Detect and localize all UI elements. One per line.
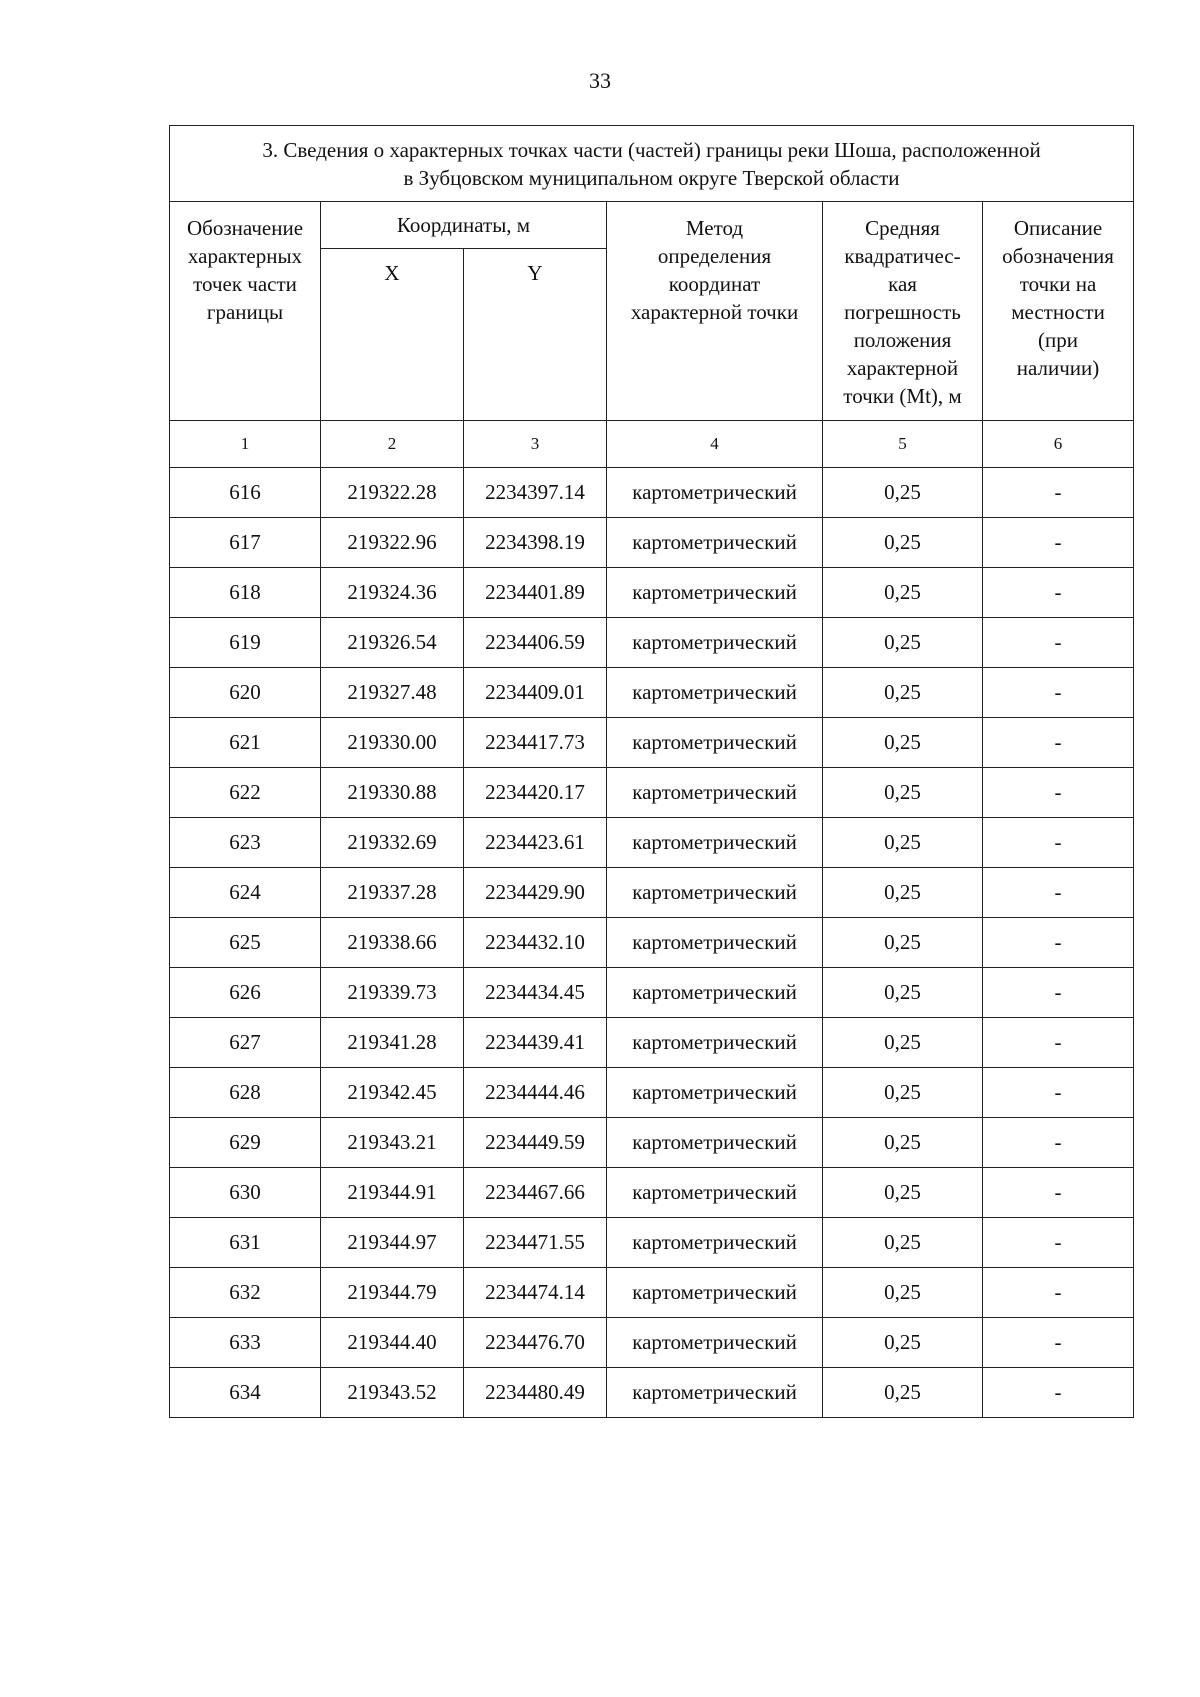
point-id-cell: 620 bbox=[170, 668, 321, 718]
y-coordinate-cell: 2234432.10 bbox=[464, 918, 607, 968]
table-row bbox=[170, 918, 1134, 968]
header-text: точки (Mt), м bbox=[843, 384, 962, 408]
method-cell: картометрический bbox=[607, 1068, 823, 1118]
table-row bbox=[170, 718, 1134, 768]
header-y: Y bbox=[464, 249, 607, 421]
method-cell: картометрический bbox=[607, 1318, 823, 1368]
error-cell: 0,25 bbox=[823, 768, 983, 818]
error-cell: 0,25 bbox=[823, 1218, 983, 1268]
header-text: обозначения bbox=[1002, 244, 1114, 268]
method-cell: картометрический bbox=[607, 1168, 823, 1218]
method-cell: картометрический bbox=[607, 668, 823, 718]
point-id-cell: 624 bbox=[170, 868, 321, 918]
error-cell: 0,25 bbox=[823, 868, 983, 918]
column-number: 2 bbox=[321, 421, 464, 468]
column-number: 6 bbox=[983, 421, 1134, 468]
description-cell: - bbox=[983, 768, 1134, 818]
point-id-cell: 617 bbox=[170, 518, 321, 568]
description-cell: - bbox=[983, 1018, 1134, 1068]
table-row bbox=[170, 1168, 1134, 1218]
method-cell: картометрический bbox=[607, 1268, 823, 1318]
table-row bbox=[170, 968, 1134, 1018]
error-cell: 0,25 bbox=[823, 1068, 983, 1118]
x-coordinate-cell: 219341.28 bbox=[321, 1018, 464, 1068]
x-coordinate-cell: 219339.73 bbox=[321, 968, 464, 1018]
x-coordinate-cell: 219343.52 bbox=[321, 1368, 464, 1418]
error-cell: 0,25 bbox=[823, 968, 983, 1018]
method-cell: картометрический bbox=[607, 1368, 823, 1418]
point-id-cell: 631 bbox=[170, 1218, 321, 1268]
y-coordinate-cell: 2234444.46 bbox=[464, 1068, 607, 1118]
y-coordinate-cell: 2234449.59 bbox=[464, 1118, 607, 1168]
error-cell: 0,25 bbox=[823, 568, 983, 618]
y-coordinate-cell: 2234420.17 bbox=[464, 768, 607, 818]
table-row bbox=[170, 868, 1134, 918]
header-description bbox=[983, 202, 1134, 421]
header-text: определения bbox=[657, 244, 772, 268]
method-cell: картометрический bbox=[607, 868, 823, 918]
header-coordinates: Координаты, м bbox=[321, 202, 607, 249]
description-cell: - bbox=[983, 718, 1134, 768]
table-row bbox=[170, 1068, 1134, 1118]
table-row bbox=[170, 1268, 1134, 1318]
description-cell: - bbox=[983, 1068, 1134, 1118]
page-number: 33 bbox=[589, 68, 611, 93]
description-cell: - bbox=[983, 1168, 1134, 1218]
point-id-cell: 628 bbox=[170, 1068, 321, 1118]
column-number: 4 bbox=[607, 421, 823, 468]
description-cell: - bbox=[983, 1118, 1134, 1168]
header-row-1 bbox=[170, 202, 1134, 249]
description-cell: - bbox=[983, 818, 1134, 868]
description-cell: - bbox=[983, 1318, 1134, 1368]
table-row bbox=[170, 1368, 1134, 1418]
y-coordinate-cell: 2234471.55 bbox=[464, 1218, 607, 1268]
description-cell: - bbox=[983, 568, 1134, 618]
x-coordinate-cell: 219338.66 bbox=[321, 918, 464, 968]
error-cell: 0,25 bbox=[823, 718, 983, 768]
y-coordinate-cell: 2234467.66 bbox=[464, 1168, 607, 1218]
table-title bbox=[170, 126, 1134, 202]
column-numbers-row bbox=[170, 421, 1134, 468]
description-cell: - bbox=[983, 668, 1134, 718]
method-cell: картометрический bbox=[607, 818, 823, 868]
table-row bbox=[170, 568, 1134, 618]
y-coordinate-cell: 2234401.89 bbox=[464, 568, 607, 618]
header-text: характерной bbox=[846, 356, 959, 380]
table-title-row bbox=[170, 126, 1134, 202]
x-coordinate-cell: 219344.79 bbox=[321, 1268, 464, 1318]
header-text: Обозначение bbox=[186, 216, 304, 240]
description-cell: - bbox=[983, 1368, 1134, 1418]
header-text: погрешность bbox=[844, 300, 961, 324]
error-cell: 0,25 bbox=[823, 668, 983, 718]
header-text: координат bbox=[668, 272, 761, 296]
point-id-cell: 625 bbox=[170, 918, 321, 968]
point-id-cell: 633 bbox=[170, 1318, 321, 1368]
table-title-line-1: 3. Сведения о характерных точках части (частей) границы реки Шоша, расположенной bbox=[262, 137, 1041, 162]
description-cell: - bbox=[983, 1268, 1134, 1318]
x-coordinate-cell: 219344.97 bbox=[321, 1218, 464, 1268]
y-coordinate-cell: 2234434.45 bbox=[464, 968, 607, 1018]
x-coordinate-cell: 219324.36 bbox=[321, 568, 464, 618]
column-number: 3 bbox=[464, 421, 607, 468]
point-id-cell: 627 bbox=[170, 1018, 321, 1068]
error-cell: 0,25 bbox=[823, 618, 983, 668]
point-id-cell: 634 bbox=[170, 1368, 321, 1418]
y-coordinate-cell: 2234397.14 bbox=[464, 468, 607, 518]
header-text: точки на bbox=[1019, 272, 1097, 296]
description-cell: - bbox=[983, 618, 1134, 668]
header-mean-square-error bbox=[823, 202, 983, 421]
header-x: X bbox=[321, 249, 464, 421]
method-cell: картометрический bbox=[607, 468, 823, 518]
error-cell: 0,25 bbox=[823, 1268, 983, 1318]
y-coordinate-cell: 2234406.59 bbox=[464, 618, 607, 668]
point-id-cell: 618 bbox=[170, 568, 321, 618]
x-coordinate-cell: 219322.96 bbox=[321, 518, 464, 568]
header-text: Описание bbox=[1013, 216, 1103, 240]
method-cell: картометрический bbox=[607, 968, 823, 1018]
header-text: Средняя bbox=[865, 216, 940, 240]
column-number: 1 bbox=[170, 421, 321, 468]
table-row bbox=[170, 818, 1134, 868]
table-row bbox=[170, 1318, 1134, 1368]
y-coordinate-cell: 2234409.01 bbox=[464, 668, 607, 718]
header-text: точек части bbox=[193, 272, 297, 296]
header-text: Метод bbox=[685, 216, 744, 240]
error-cell: 0,25 bbox=[823, 1118, 983, 1168]
x-coordinate-cell: 219337.28 bbox=[321, 868, 464, 918]
point-id-cell: 626 bbox=[170, 968, 321, 1018]
error-cell: 0,25 bbox=[823, 1018, 983, 1068]
description-cell: - bbox=[983, 468, 1134, 518]
y-coordinate-cell: 2234429.90 bbox=[464, 868, 607, 918]
header-text: положения bbox=[853, 328, 952, 352]
header-method bbox=[607, 202, 823, 421]
point-id-cell: 621 bbox=[170, 718, 321, 768]
boundary-points-table bbox=[169, 125, 1134, 1418]
point-id-cell: 623 bbox=[170, 818, 321, 868]
header-text: характерной точки bbox=[630, 300, 799, 324]
point-id-cell: 622 bbox=[170, 768, 321, 818]
table-row bbox=[170, 668, 1134, 718]
x-coordinate-cell: 219344.40 bbox=[321, 1318, 464, 1368]
table-row bbox=[170, 768, 1134, 818]
table-row bbox=[170, 1018, 1134, 1068]
x-coordinate-cell: 219344.91 bbox=[321, 1168, 464, 1218]
table-row bbox=[170, 618, 1134, 668]
x-coordinate-cell: 219330.88 bbox=[321, 768, 464, 818]
y-coordinate-cell: 2234417.73 bbox=[464, 718, 607, 768]
y-coordinate-cell: 2234476.70 bbox=[464, 1318, 607, 1368]
x-coordinate-cell: 219327.48 bbox=[321, 668, 464, 718]
column-number: 5 bbox=[823, 421, 983, 468]
table-row bbox=[170, 1218, 1134, 1268]
table-row bbox=[170, 468, 1134, 518]
description-cell: - bbox=[983, 918, 1134, 968]
x-coordinate-cell: 219326.54 bbox=[321, 618, 464, 668]
error-cell: 0,25 bbox=[823, 918, 983, 968]
method-cell: картометрический bbox=[607, 918, 823, 968]
point-id-cell: 616 bbox=[170, 468, 321, 518]
description-cell: - bbox=[983, 1218, 1134, 1268]
description-cell: - bbox=[983, 968, 1134, 1018]
y-coordinate-cell: 2234474.14 bbox=[464, 1268, 607, 1318]
description-cell: - bbox=[983, 518, 1134, 568]
point-id-cell: 632 bbox=[170, 1268, 321, 1318]
error-cell: 0,25 bbox=[823, 468, 983, 518]
table-row bbox=[170, 1118, 1134, 1168]
header-text: местности bbox=[1011, 300, 1105, 324]
x-coordinate-cell: 219343.21 bbox=[321, 1118, 464, 1168]
header-text: наличии) bbox=[1016, 356, 1100, 380]
error-cell: 0,25 bbox=[823, 818, 983, 868]
method-cell: картометрический bbox=[607, 568, 823, 618]
x-coordinate-cell: 219342.45 bbox=[321, 1068, 464, 1118]
y-coordinate-cell: 2234480.49 bbox=[464, 1368, 607, 1418]
y-coordinate-cell: 2234423.61 bbox=[464, 818, 607, 868]
x-coordinate-cell: 219322.28 bbox=[321, 468, 464, 518]
method-cell: картометрический bbox=[607, 1018, 823, 1068]
y-coordinate-cell: 2234439.41 bbox=[464, 1018, 607, 1068]
header-text: (при bbox=[1038, 328, 1079, 352]
header-text: кая bbox=[888, 272, 917, 296]
method-cell: картометрический bbox=[607, 518, 823, 568]
description-cell: - bbox=[983, 868, 1134, 918]
point-id-cell: 630 bbox=[170, 1168, 321, 1218]
x-coordinate-cell: 219330.00 bbox=[321, 718, 464, 768]
method-cell: картометрический bbox=[607, 1218, 823, 1268]
error-cell: 0,25 bbox=[823, 1368, 983, 1418]
header-text: границы bbox=[206, 300, 284, 324]
method-cell: картометрический bbox=[607, 768, 823, 818]
table-row bbox=[170, 518, 1134, 568]
x-coordinate-cell: 219332.69 bbox=[321, 818, 464, 868]
point-id-cell: 619 bbox=[170, 618, 321, 668]
error-cell: 0,25 bbox=[823, 1168, 983, 1218]
point-id-cell: 629 bbox=[170, 1118, 321, 1168]
error-cell: 0,25 bbox=[823, 1318, 983, 1368]
y-coordinate-cell: 2234398.19 bbox=[464, 518, 607, 568]
method-cell: картометрический bbox=[607, 1118, 823, 1168]
header-text: характерных bbox=[187, 244, 303, 268]
error-cell: 0,25 bbox=[823, 518, 983, 568]
header-text: квадратичес- bbox=[844, 244, 961, 268]
header-point-designation bbox=[170, 202, 321, 421]
method-cell: картометрический bbox=[607, 718, 823, 768]
method-cell: картометрический bbox=[607, 618, 823, 668]
table-title-line-2: в Зубцовском муниципальном округе Тверской области bbox=[403, 165, 900, 190]
